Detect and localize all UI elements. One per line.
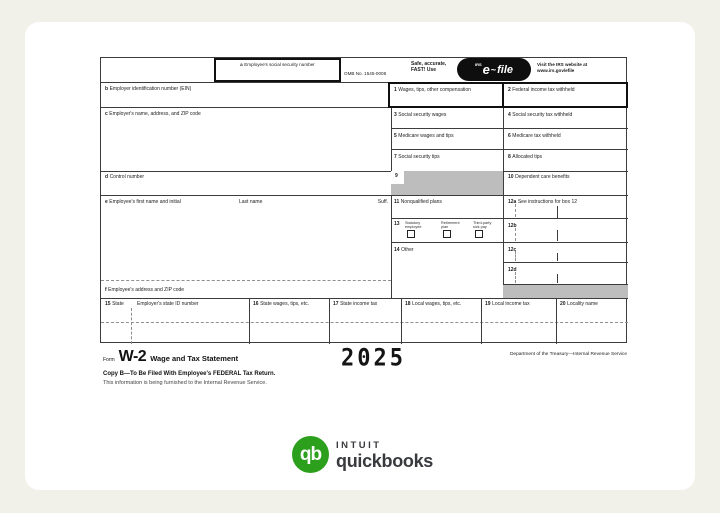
divider [515, 204, 516, 217]
box-e-label: e Employee's first name and initial [105, 199, 181, 205]
divider [101, 82, 388, 83]
statutory-employee-label: Statutory employee [405, 221, 422, 230]
box-13-label: 13 [394, 221, 400, 227]
divider [101, 298, 628, 299]
box-3-label: 3 Social security wages [394, 112, 447, 118]
furnished-line: This information is being furnished to the Internal Revenue Service. [103, 380, 267, 386]
box-20-label: 20 Locality name [560, 301, 598, 307]
box-10-label: 10 Dependent care benefits [508, 174, 570, 180]
box-a-code: a [240, 62, 243, 67]
quickbooks-wordmark [336, 440, 433, 470]
divider [556, 298, 557, 344]
box-17-label: 17 State income tax [333, 301, 378, 307]
box-e-last-name-label: Last name [239, 199, 263, 205]
divider [249, 298, 250, 344]
box-1-2-outline [388, 82, 628, 108]
form-title: Wage and Tax Statement [150, 354, 239, 363]
box-16-label: 16 State wages, tips, etc. [253, 301, 309, 307]
divider [557, 253, 558, 261]
box-12a-label: 12a See instructions for box 12 [508, 199, 578, 205]
box-7-label: 7 Social security tips [394, 154, 440, 160]
box-2-label: 2 Federal income tax withheld [508, 87, 575, 93]
box-12c-label: 12c [508, 247, 517, 253]
box-f-label: f Employee's address and ZIP code [105, 287, 185, 293]
divider [557, 274, 558, 283]
box-11-label: 11 Nonqualified plans [394, 199, 442, 205]
divider [101, 195, 628, 196]
divider [502, 82, 504, 108]
statutory-employee-checkbox[interactable] [407, 230, 415, 238]
form-title-block [103, 349, 238, 365]
intuit-wordmark: INTUIT [336, 439, 382, 451]
box-18-label: 18 Local wages, tips, etc. [405, 301, 462, 307]
box-9-label: 9 [395, 173, 398, 179]
irs-efile-logo-icon: IRS e ~ file [457, 58, 531, 81]
third-party-sick-pay-label: Third-party sick pay [473, 221, 492, 230]
w2-preview-card [25, 22, 695, 490]
retirement-plan-label: Retirement plan [441, 221, 460, 230]
divider [131, 308, 132, 344]
efile-tagline: Safe, accurate, FAST! Use [411, 61, 447, 74]
divider [391, 242, 628, 243]
box-4-label: 4 Social security tax withheld [508, 112, 573, 118]
box-1-label: 1 Wages, tips, other compensation [394, 87, 471, 93]
box-14-label: 14 Other [394, 247, 414, 253]
box-8-label: 8 Allocated tips [508, 154, 543, 160]
divider [481, 298, 482, 344]
divider [503, 107, 504, 284]
divider [557, 206, 558, 218]
quickbooks-logo-icon: qb [292, 436, 329, 473]
divider [329, 298, 330, 344]
tax-year: 2025 [341, 345, 406, 372]
irs-website-note: Visit the IRS website at www.irs.gov/efile [537, 62, 588, 73]
box-e-suffix-label: Suff. [377, 199, 388, 205]
retirement-plan-checkbox[interactable] [443, 230, 451, 238]
box-d-label: d Control number [105, 174, 145, 180]
omb-number: OMB No. 1545-0008 [344, 71, 387, 76]
divider [101, 322, 628, 323]
department-line: Department of the Treasury—Internal Revenue Service [509, 352, 627, 357]
box-12b-label: 12b [508, 223, 517, 229]
divider [101, 171, 628, 172]
box-6-label: 6 Medicare tax withheld [508, 133, 561, 139]
box-12d-label: 12d [508, 267, 517, 273]
form-word: Form [103, 357, 115, 363]
divider [515, 228, 516, 241]
divider [401, 298, 402, 344]
divider [557, 230, 558, 241]
divider [391, 107, 392, 298]
divider [515, 272, 516, 283]
box-9-shaded-area [391, 171, 503, 195]
divider [101, 107, 388, 108]
divider [391, 149, 628, 150]
intuit-quickbooks-logo [292, 436, 433, 473]
third-party-sick-pay-checkbox[interactable] [475, 230, 483, 238]
copy-b-line: Copy B—To Be Filed With Employee's FEDERAL Tax Return. [103, 371, 276, 377]
divider [101, 280, 391, 281]
box-15-label: 15 State [105, 301, 124, 307]
box-c-label: c Employer's name, address, and ZIP code [105, 111, 201, 117]
form-number: W-2 [118, 348, 147, 365]
divider [391, 218, 628, 219]
box-15-id-label: Employer's state ID number [137, 301, 199, 307]
box-5-label: 5 Medicare wages and tips [394, 133, 454, 139]
box-a-label: a Employee's social security number [240, 62, 315, 67]
box-b-label: b Employer identification number (EIN) [105, 86, 192, 92]
divider [503, 262, 628, 263]
shaded-bar [503, 285, 628, 298]
quickbooks-name: quickbooks [336, 450, 434, 471]
divider [391, 128, 628, 129]
box-19-label: 19 Local income tax [485, 301, 530, 307]
w2-form [100, 57, 627, 343]
